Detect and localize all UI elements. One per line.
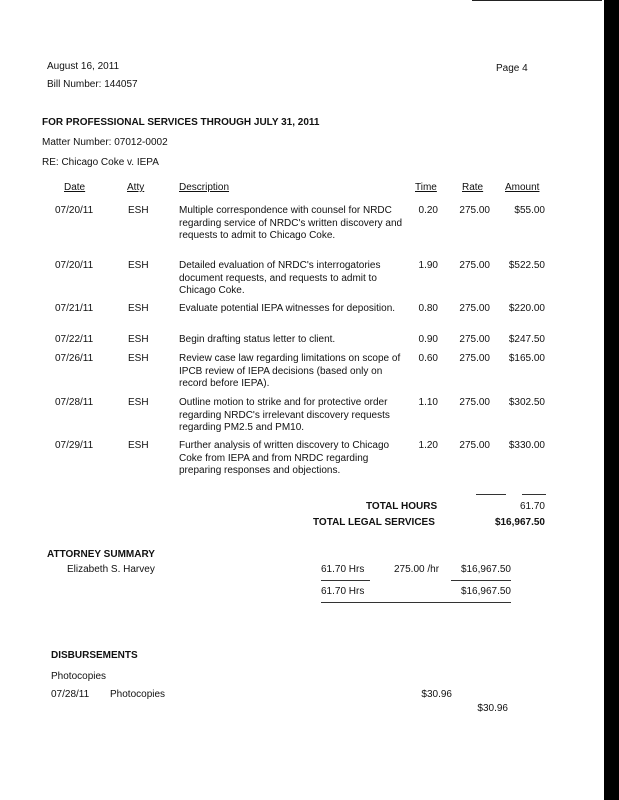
entry-rate: 275.00 xyxy=(459,397,490,408)
summary-amount-rule xyxy=(451,580,511,581)
entry-time: 0.90 xyxy=(418,334,438,345)
entry-amount: $220.00 xyxy=(508,303,545,314)
col-atty: Atty xyxy=(127,182,145,193)
entry-rate: 275.00 xyxy=(459,260,490,271)
attorney-name: Elizabeth S. Harvey xyxy=(67,564,155,575)
attorney-amount: $16,967.50 xyxy=(460,564,511,575)
page-number: Page 4 xyxy=(496,63,528,74)
scan-top-line xyxy=(472,0,602,1)
entry-time: 0.60 xyxy=(418,353,438,364)
entry-atty: ESH xyxy=(128,260,149,271)
re-line: RE: Chicago Coke v. IEPA xyxy=(42,157,159,168)
entry-atty: ESH xyxy=(128,334,149,345)
total-hours-value: 61.70 xyxy=(519,501,545,512)
total-services-value: $16,967.50 xyxy=(494,517,545,528)
entry-time: 0.80 xyxy=(418,303,438,314)
entry-description: Detailed evaluation of NRDC's interrogatories document requests, and requests to admit to Chicago Coke. xyxy=(179,260,381,297)
attorney-hours: 61.70 Hrs xyxy=(321,564,365,575)
col-date: Date xyxy=(64,182,86,193)
matter-number: Matter Number: 07012-0002 xyxy=(42,137,168,148)
entry-date: 07/28/11 xyxy=(55,397,94,408)
disbursement-category: Photocopies xyxy=(51,671,107,682)
entry-time: 1.20 xyxy=(418,440,438,451)
entry-description: Outline motion to strike and for protective order regarding NRDC's irrelevant discovery requests regarding PM2.5 and PM10. xyxy=(179,397,390,434)
bill-number: Bill Number: 144057 xyxy=(47,79,138,90)
disbursement-description: Photocopies xyxy=(110,689,166,700)
entry-rate: 275.00 xyxy=(459,205,490,216)
entry-time: 1.10 xyxy=(418,397,438,408)
scan-dark-edge xyxy=(604,0,619,800)
entry-date: 07/26/11 xyxy=(55,353,94,364)
entry-atty: ESH xyxy=(128,353,149,364)
entry-description: Further analysis of written discovery to Chicago Coke from IEPA and from NRDC regarding preparing responses and objections. xyxy=(179,440,390,477)
attorney-summary-heading: ATTORNEY SUMMARY xyxy=(47,549,155,560)
entry-description: Begin drafting status letter to client. xyxy=(179,334,336,345)
disbursements-heading: DISBURSEMENTS xyxy=(51,650,138,661)
entry-amount: $330.00 xyxy=(508,440,545,451)
entry-amount: $55.00 xyxy=(514,205,545,216)
summary-hours-rule xyxy=(321,580,370,581)
entry-date: 07/21/11 xyxy=(55,303,94,314)
entry-atty: ESH xyxy=(128,205,149,216)
summary-total-rule xyxy=(321,602,511,603)
col-time: Time xyxy=(415,182,437,193)
entry-date: 07/20/11 xyxy=(55,260,94,271)
entry-date: 07/29/11 xyxy=(55,440,94,451)
entry-date: 07/22/11 xyxy=(55,334,94,345)
entry-amount: $247.50 xyxy=(508,334,545,345)
entry-date: 07/20/11 xyxy=(55,205,94,216)
entry-description: Evaluate potential IEPA witnesses for deposition. xyxy=(179,303,396,314)
col-rate: Rate xyxy=(462,182,484,193)
disbursement-amount: $30.96 xyxy=(421,689,452,700)
entry-amount: $522.50 xyxy=(508,260,545,271)
disbursement-date: 07/28/11 xyxy=(51,689,90,700)
entry-time: 1.90 xyxy=(418,260,438,271)
summary-total-amount: $16,967.50 xyxy=(460,586,511,597)
totals-rule-right xyxy=(522,494,546,495)
services-title: FOR PROFESSIONAL SERVICES THROUGH JULY 31, 2011 xyxy=(42,117,320,128)
entry-description: Multiple correspondence with counsel for NRDC regarding service of NRDC's written discovery and requests to admit to Chicago Coke. xyxy=(179,205,403,242)
bill-date: August 16, 2011 xyxy=(47,61,120,72)
totals-rule-left xyxy=(476,494,506,495)
entry-rate: 275.00 xyxy=(459,353,490,364)
entry-time: 0.20 xyxy=(418,205,438,216)
entry-rate: 275.00 xyxy=(459,334,490,345)
entry-amount: $165.00 xyxy=(508,353,545,364)
entry-atty: ESH xyxy=(128,303,149,314)
col-description: Description xyxy=(179,182,230,193)
entry-atty: ESH xyxy=(128,440,149,451)
entry-description: Review case law regarding limitations on scope of IPCB review of IEPA decisions (based only on record before IEPA). xyxy=(179,353,401,390)
total-services-label: TOTAL LEGAL SERVICES xyxy=(313,517,435,528)
entry-atty: ESH xyxy=(128,397,149,408)
entry-rate: 275.00 xyxy=(459,440,490,451)
disbursement-total: $30.96 xyxy=(477,703,508,714)
col-amount: Amount xyxy=(505,182,540,193)
entry-rate: 275.00 xyxy=(459,303,490,314)
entry-amount: $302.50 xyxy=(508,397,545,408)
attorney-rate: 275.00 /hr xyxy=(394,564,440,575)
summary-total-hours: 61.70 Hrs xyxy=(321,586,365,597)
total-hours-label: TOTAL HOURS xyxy=(366,501,438,512)
